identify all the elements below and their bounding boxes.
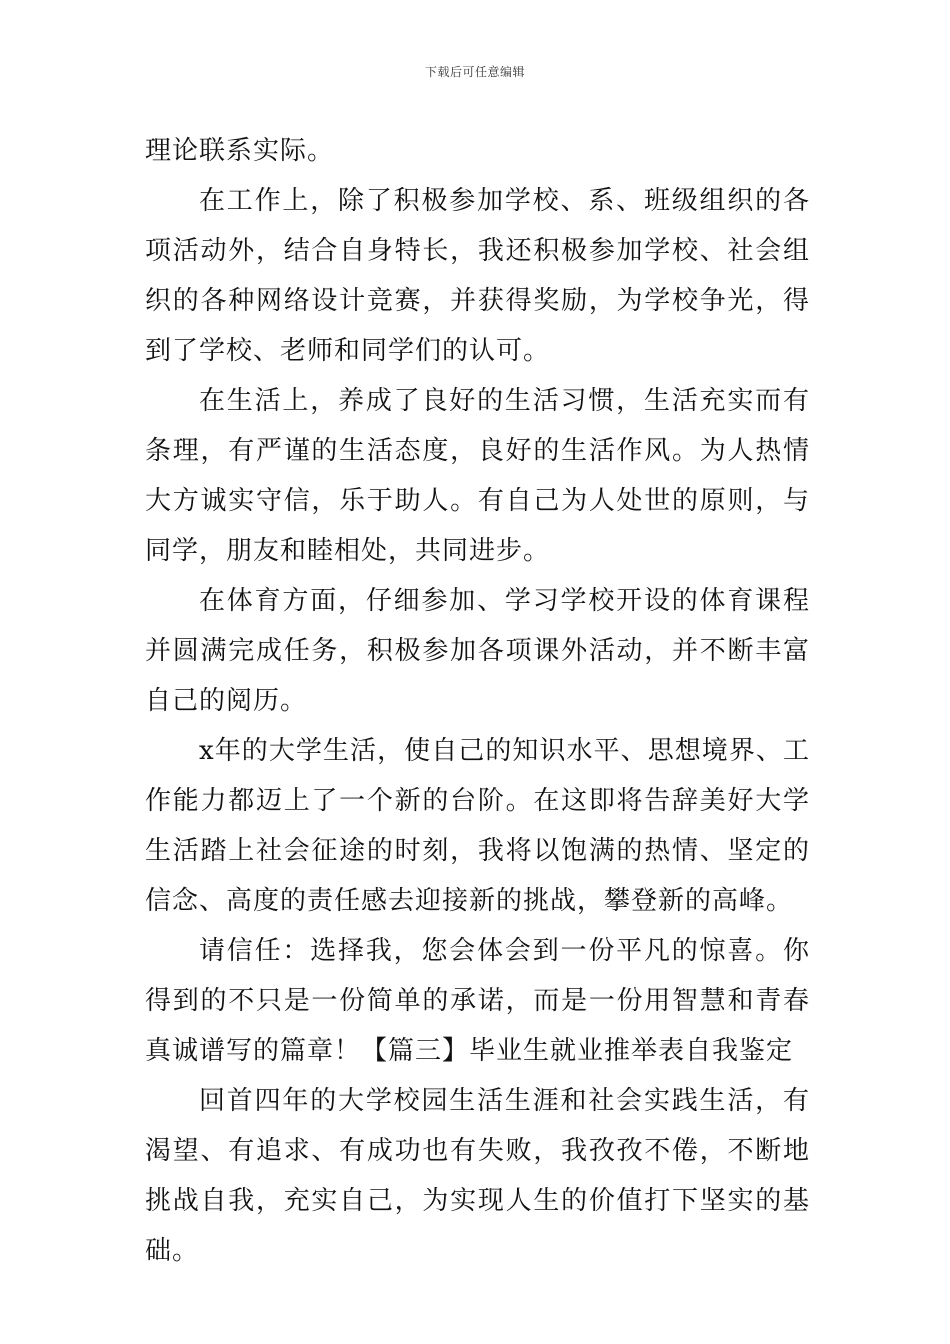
paragraph-4: 在体育方面，仔细参加、学习学校开设的体育课程并圆满完成任务，积极参加各项课外活动，并不断丰富自己的阅历。 [145, 586, 810, 716]
paragraph-2: 在工作上，除了积极参加学校、系、班级组织的各项活动外，结合自身特长，我还积极参加学校、社会组织的各种网络设计竞赛，并获得奖励，为学校争光，得到了学校、老师和同学们的认可。 [145, 186, 810, 366]
paragraph-1: 理论联系实际。 [145, 136, 335, 166]
paragraph-5: x年的大学生活，使自己的知识水平、思想境界、工作能力都迈上了一个新的台阶。在这即将告辞美好大学生活踏上社会征途的时刻，我将以饱满的热情、坚定的信念、高度的责任感去迎接新的挑战，攀登新的高峰。 [145, 736, 810, 916]
paragraph-6: 请信任：选择我，您会体会到一份平凡的惊喜。你得到的不只是一份简单的承诺，而是一份用智慧和青春真诚谱写的篇章！【篇三】毕业生就业推举表自我鉴定 [145, 936, 810, 1066]
paragraph-3: 在生活上，养成了良好的生活习惯，生活充实而有条理，有严谨的生活态度，良好的生活作风。为人热情大方诚实守信，乐于助人。有自己为人处世的原则，与同学，朋友和睦相处，共同进步。 [145, 386, 810, 566]
page-header-note: 下载后可任意编辑 [424, 65, 525, 79]
paragraph-7: 回首四年的大学校园生活生涯和社会实践生活，有渴望、有追求、有成功也有失败，我孜孜不倦，不断地挑战自我，充实自己，为实现人生的价值打下坚实的基础。 [145, 1086, 810, 1266]
document-body [145, 126, 810, 1276]
